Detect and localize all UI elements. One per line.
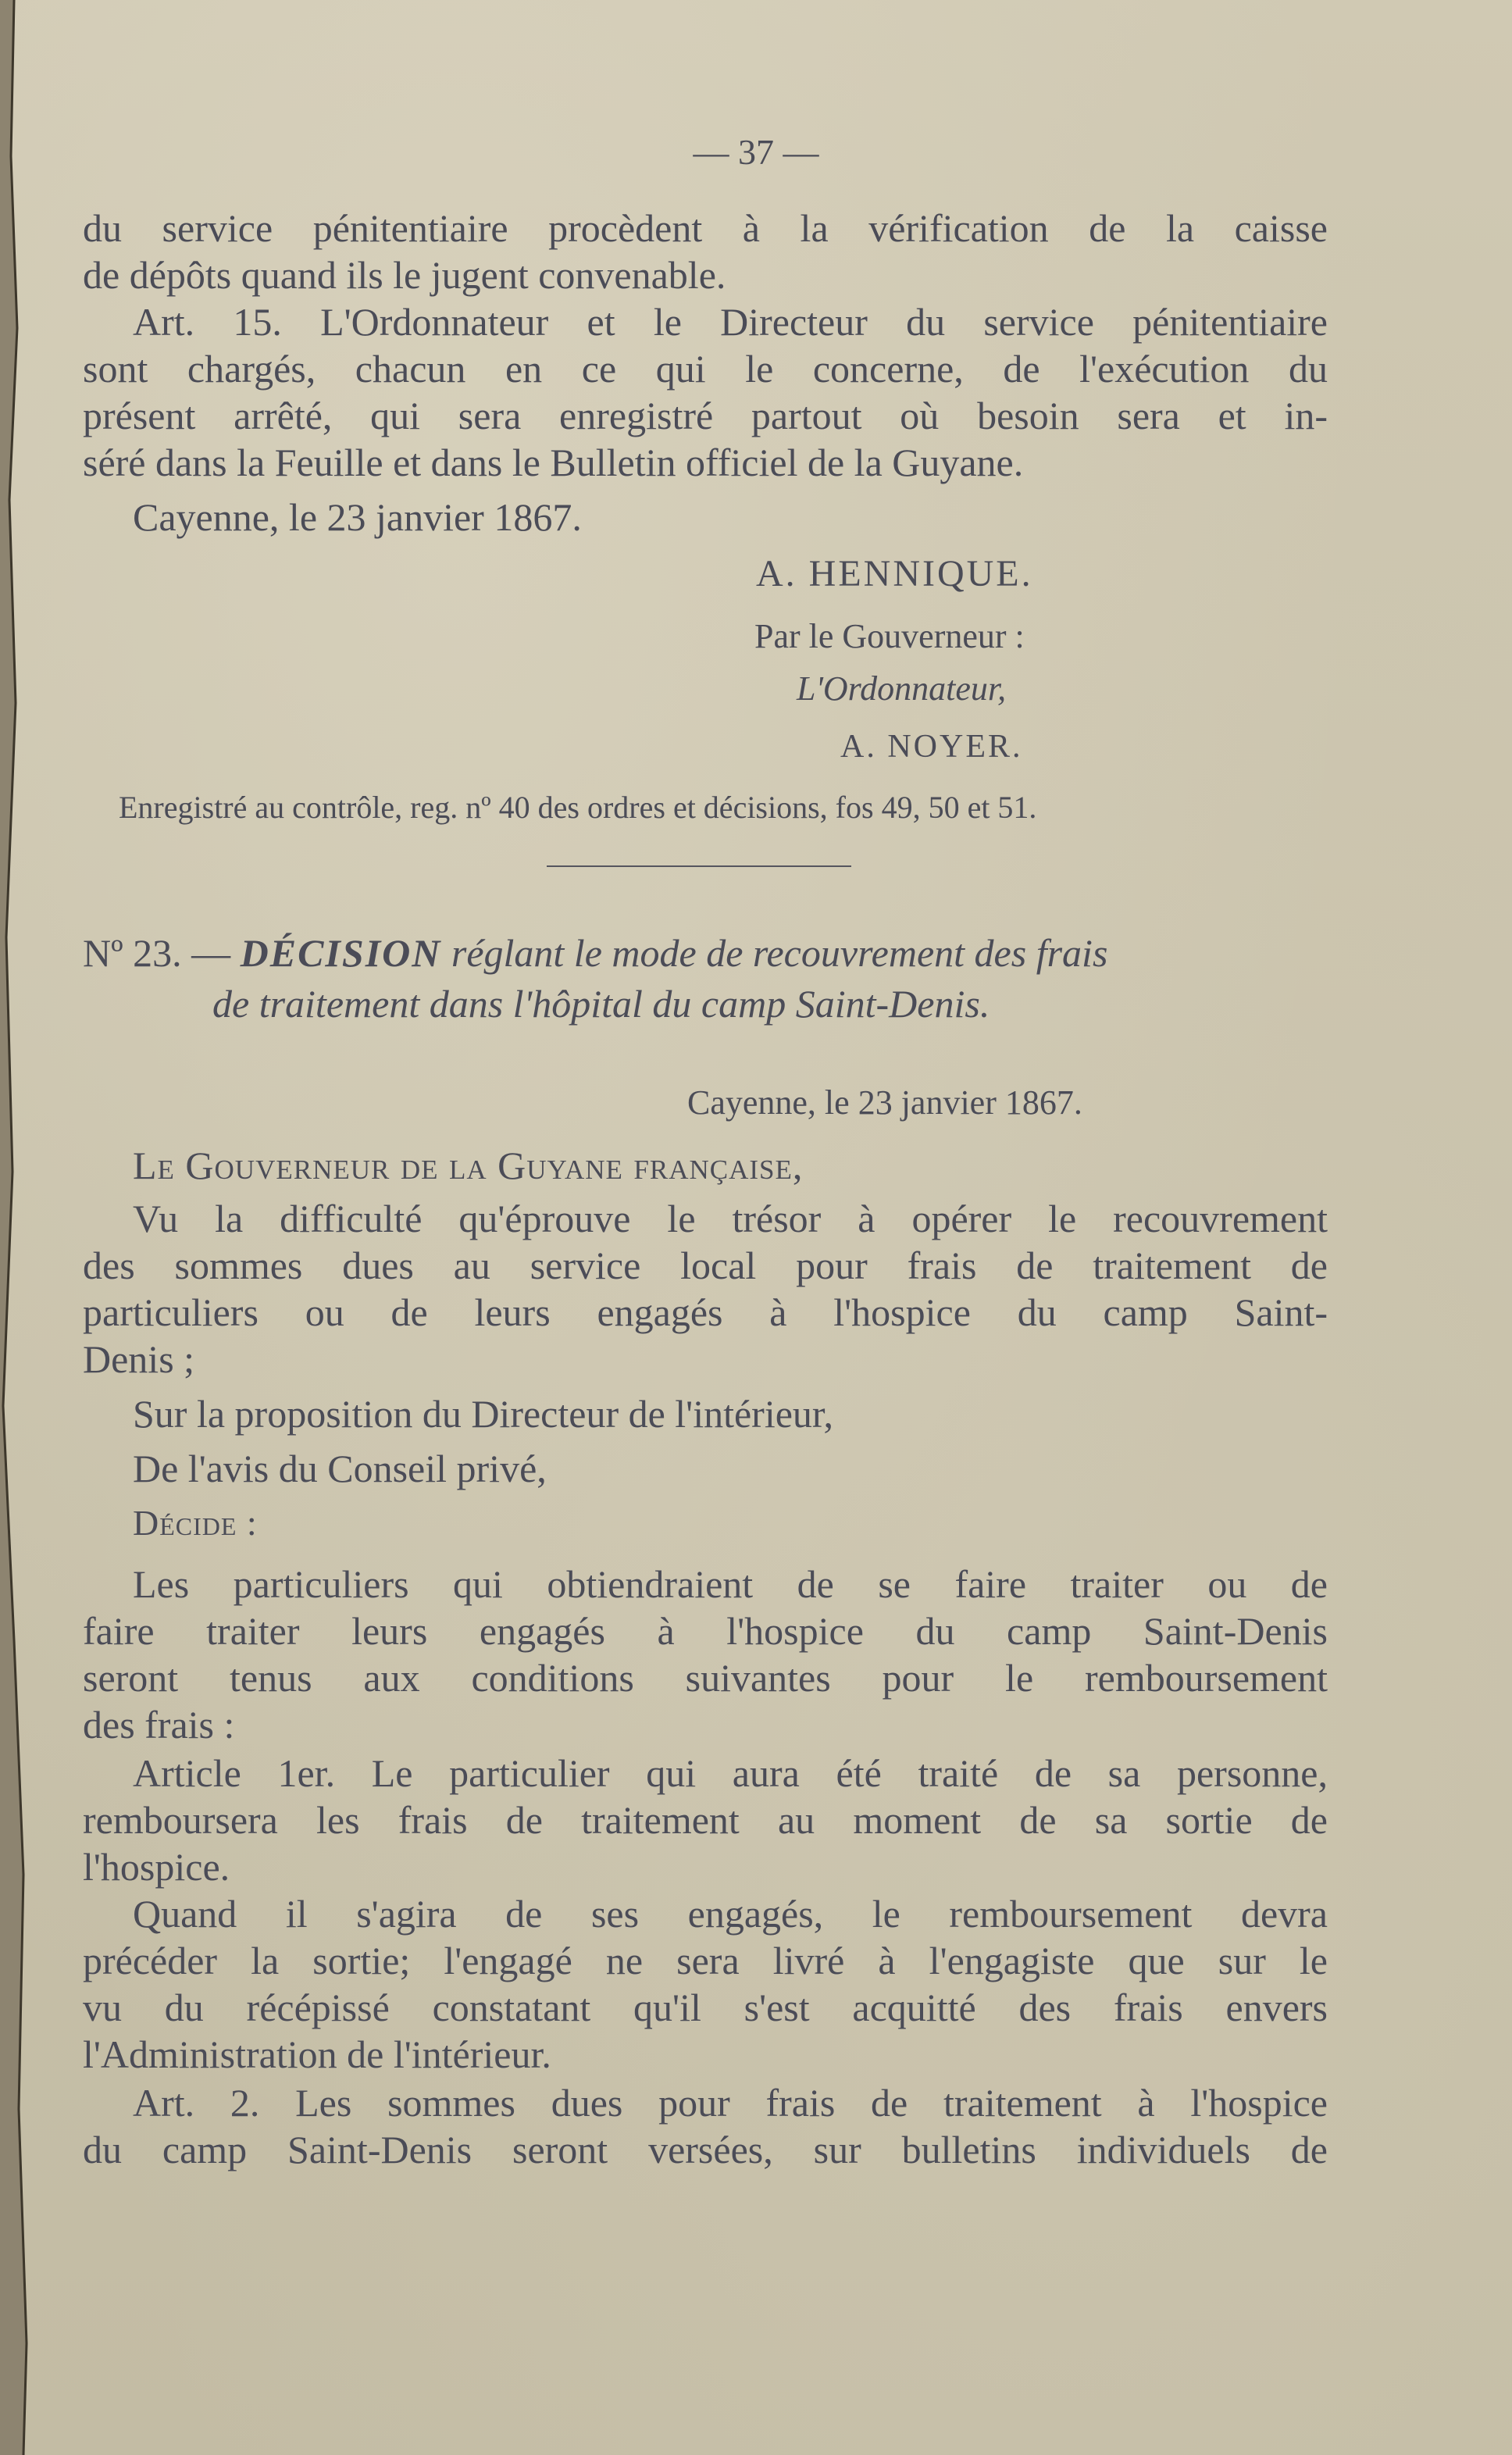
text-line: Vu la difficulté qu'éprouve le trésor à opérer le recouvrement bbox=[133, 1197, 1328, 1240]
text-line: remboursera les frais de traitement au moment de sa sortie de bbox=[83, 1798, 1328, 1842]
signature-hennique: A. HENNIQUE. bbox=[756, 553, 1033, 594]
page-number: — 37 — bbox=[693, 132, 819, 172]
torn-page-edge bbox=[0, 0, 55, 2455]
text-line: faire traiter leurs engagés à l'hospice du camp Saint-Denis bbox=[83, 1609, 1328, 1653]
text-line: Art. 2. Les sommes dues pour frais de traitement à l'hospice bbox=[133, 2081, 1328, 2125]
text-line: vu du récépissé constatant qu'il s'est acquitté des frais envers bbox=[83, 1986, 1328, 2029]
text-line: précéder la sortie; l'engagé ne sera livré à l'engagiste que sur le bbox=[83, 1939, 1328, 1982]
decision-title-line-2: de traitement dans l'hôpital du camp Saint-Denis. bbox=[212, 982, 990, 1026]
par-le-gouverneur: Par le Gouverneur : bbox=[754, 617, 1025, 655]
registration-note: Enregistré au contrôle, reg. nº 40 des ordres et décisions, fos 49, 50 et 51. bbox=[119, 790, 1037, 825]
text-line: particuliers ou de leurs engagés à l'hospice du camp Saint- bbox=[83, 1290, 1328, 1334]
text-line: De l'avis du Conseil privé, bbox=[133, 1447, 547, 1490]
text-line: de dépôts quand ils le jugent convenable. bbox=[83, 253, 726, 297]
decision-title-line-1 bbox=[83, 930, 1107, 976]
text-line: du service pénitentiaire procèdent à la vérification de la caisse bbox=[83, 206, 1328, 250]
ordonnateur-title: L'Ordonnateur, bbox=[797, 669, 1007, 708]
governor-line: Le Gouverneur de la Guyane française, bbox=[133, 1144, 804, 1187]
text-line: présent arrêté, qui sera enregistré partout où besoin sera et in- bbox=[83, 394, 1328, 437]
text-line: Article 1er. Le particulier qui aura été traité de sa personne, bbox=[133, 1751, 1328, 1795]
text-line: Quand il s'agira de ses engagés, le remboursement devra bbox=[133, 1892, 1328, 1936]
decision-number: Nº 23. — bbox=[83, 931, 231, 975]
text-line: l'Administration de l'intérieur. bbox=[83, 2032, 551, 2076]
text-line: seront tenus aux conditions suivantes pour le remboursement bbox=[83, 1656, 1328, 1700]
text-line: Denis ; bbox=[83, 1337, 195, 1381]
signature-noyer: A. NOYER. bbox=[840, 729, 1023, 765]
text-line: Art. 15. L'Ordonnateur et le Directeur du service pénitentiaire bbox=[133, 300, 1328, 344]
text-line: Sur la proposition du Directeur de l'intérieur, bbox=[133, 1392, 834, 1436]
section-divider bbox=[547, 865, 851, 867]
decision-date: Cayenne, le 23 janvier 1867. bbox=[687, 1083, 1082, 1122]
text-line: sont chargés, chacun en ce qui le concerne, de l'exécution du bbox=[83, 347, 1328, 391]
text-line: des frais : bbox=[83, 1703, 235, 1747]
text-line: des sommes dues au service local pour frais de traitement de bbox=[83, 1244, 1328, 1287]
place-date: Cayenne, le 23 janvier 1867. bbox=[133, 495, 582, 539]
decision-title-rest: réglant le mode de recouvrement des frais bbox=[451, 931, 1108, 975]
decide-heading: Décide : bbox=[133, 1503, 258, 1543]
text-line: séré dans la Feuille et dans le Bulletin officiel de la Guyane. bbox=[83, 441, 1024, 484]
text-line: Les particuliers qui obtiendraient de se faire traiter ou de bbox=[133, 1562, 1328, 1606]
text-line: l'hospice. bbox=[83, 1845, 230, 1889]
text-line: du camp Saint-Denis seront versées, sur bulletins individuels de bbox=[83, 2128, 1328, 2171]
decision-title-word: DÉCISION bbox=[240, 931, 442, 975]
